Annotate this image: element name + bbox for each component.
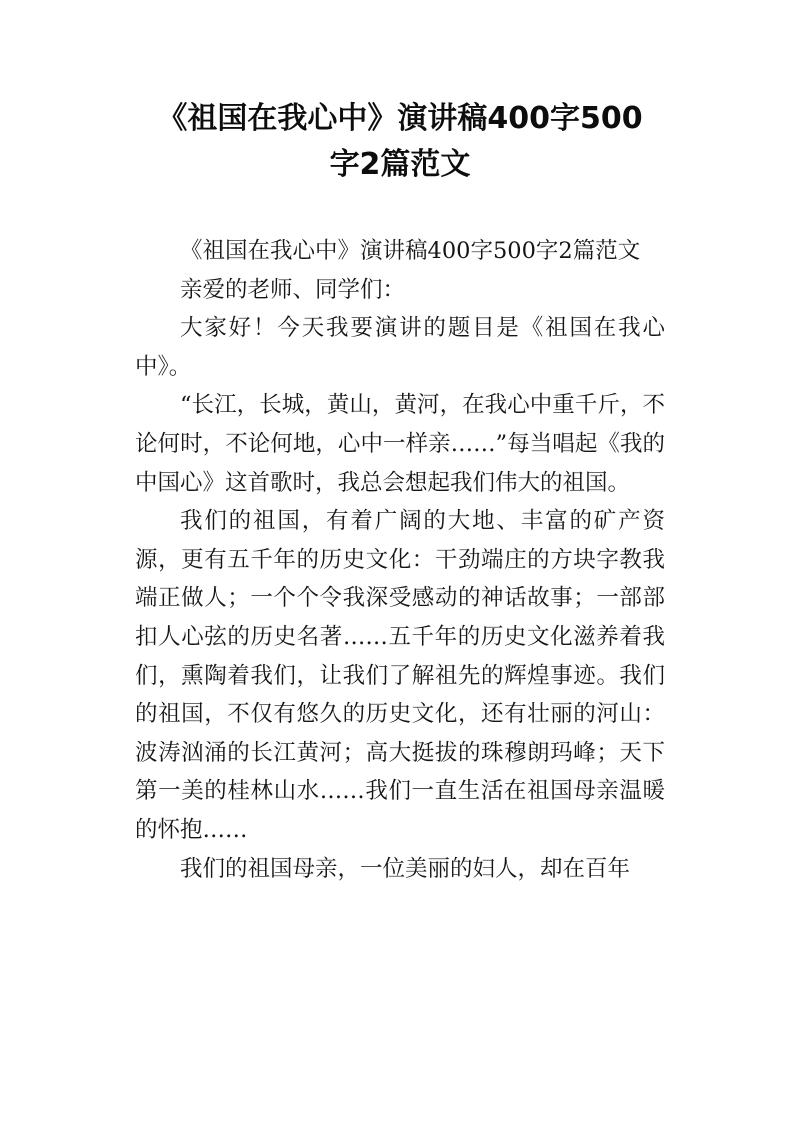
paragraph-subtitle: 《祖国在我心中》演讲稿400字500字2篇范文	[180, 238, 641, 264]
paragraph-song-quote: “长江，长城，黄山，黄河，在我心中重千斤，不论何时，不论何地，心中一样亲……”每当唱起《我的中国心》这首歌时，我总会想起我们伟大的祖国。	[135, 392, 665, 496]
document-body	[135, 232, 665, 888]
title-line-1: 《祖国在我心中》演讲稿400字500	[157, 101, 643, 136]
paragraph-history-culture: 我们的祖国，有着广阔的大地、丰富的矿产资源，更有五千年的历史文化：干劲端庄的方块字教我端正做人；一个个令我深受感动的神话故事；一部部扣人心弦的历史名著……五千年的历史文化滋养着我们，熏陶着我们，让我们了解祖先的辉煌事迹。我们的祖国，不仅有悠久的历史文化，还有壮丽的河山：波涛汹涌的长江黄河；高大挺拔的珠穆朗玛峰；天下第一美的桂林山水……我们一直生活在祖国母亲温暖的怀抱……	[135, 508, 665, 843]
paragraph-intro: 大家好！今天我要演讲的题目是《祖国在我心中》。	[135, 315, 665, 380]
paragraph-greeting: 亲爱的老师、同学们：	[180, 276, 406, 303]
title-line-2: 字2篇范文	[329, 147, 471, 182]
document-title	[100, 96, 700, 188]
paragraph-motherland: 我们的祖国母亲，一位美丽的妇人，却在百年	[180, 855, 631, 882]
